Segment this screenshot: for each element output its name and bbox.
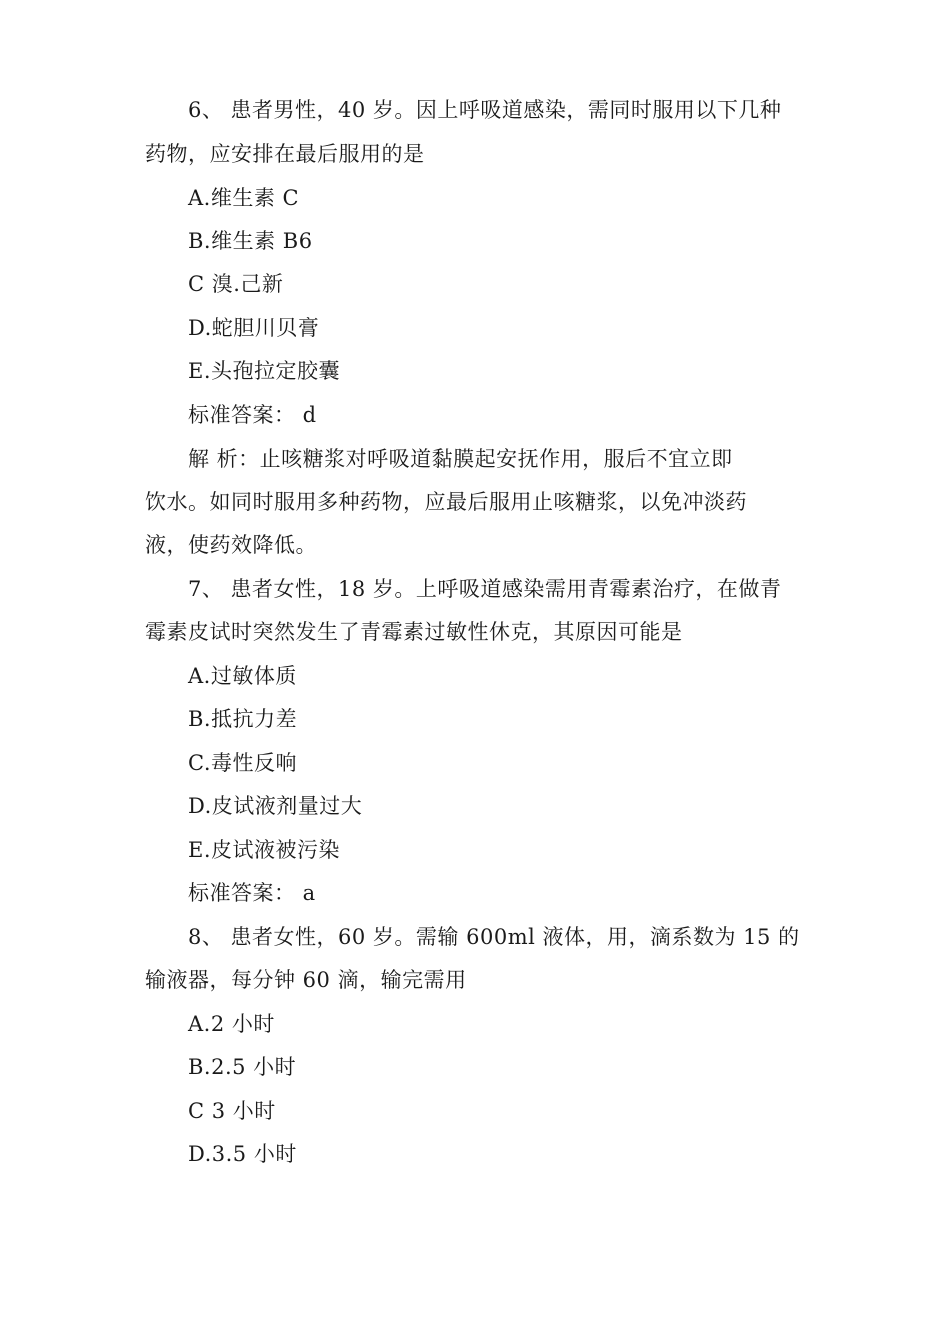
question-6-option-d: D.蛇胆川贝膏 — [188, 316, 320, 340]
question-6-analysis-line-2: 饮水。如同时服用多种药物，应最后服用止咳糖浆，以免冲淡药 — [145, 490, 747, 514]
question-8-stem-line-1: 8、 患者女性，60 岁。需输 600ml 液体，用，滴系数为 15 的 — [188, 925, 800, 949]
question-6-option-e: E.头孢拉定胶囊 — [188, 359, 341, 383]
question-8-stem-line-2: 输液器，每分钟 60 滴，输完需用 — [145, 968, 467, 992]
question-8-option-c: C 3 小时 — [188, 1099, 276, 1123]
question-7-option-d: D.皮试液剂量过大 — [188, 794, 363, 818]
question-7-option-e: E.皮试液被污染 — [188, 838, 341, 862]
question-8-option-b: B.2.5 小时 — [188, 1055, 297, 1079]
question-8-option-d: D.3.5 小时 — [188, 1142, 297, 1166]
question-6-answer: 标准答案： d — [188, 403, 317, 427]
question-7-option-c: C.毒性反响 — [188, 751, 297, 775]
question-7-option-a: A.过敏体质 — [188, 664, 297, 688]
question-6-option-a: A.维生素 C — [188, 186, 300, 210]
question-6-stem-line-1: 6、 患者男性，40 岁。因上呼吸道感染，需同时服用以下几种 — [188, 98, 782, 122]
question-7-option-b: B.抵抗力差 — [188, 707, 298, 731]
question-7-answer: 标准答案： a — [188, 881, 316, 905]
question-6-analysis-line-1: 解 析：止咳糖浆对呼吸道黏膜起安抚作用，服后不宜立即 — [188, 447, 733, 471]
question-7-stem-line-1: 7、 患者女性，18 岁。上呼吸道感染需用青霉素治疗，在做青 — [188, 577, 782, 601]
question-8-option-a: A.2 小时 — [188, 1012, 275, 1036]
question-6-option-b: B.维生素 B6 — [188, 229, 313, 253]
question-6-stem-line-2: 药物，应安排在最后服用的是 — [145, 142, 425, 166]
question-7-stem-line-2: 霉素皮试时突然发生了青霉素过敏性休克，其原因可能是 — [145, 620, 683, 644]
question-6-option-c: C 溴.己新 — [188, 272, 284, 296]
question-6-analysis-line-3: 液，使药效降低。 — [145, 533, 317, 557]
